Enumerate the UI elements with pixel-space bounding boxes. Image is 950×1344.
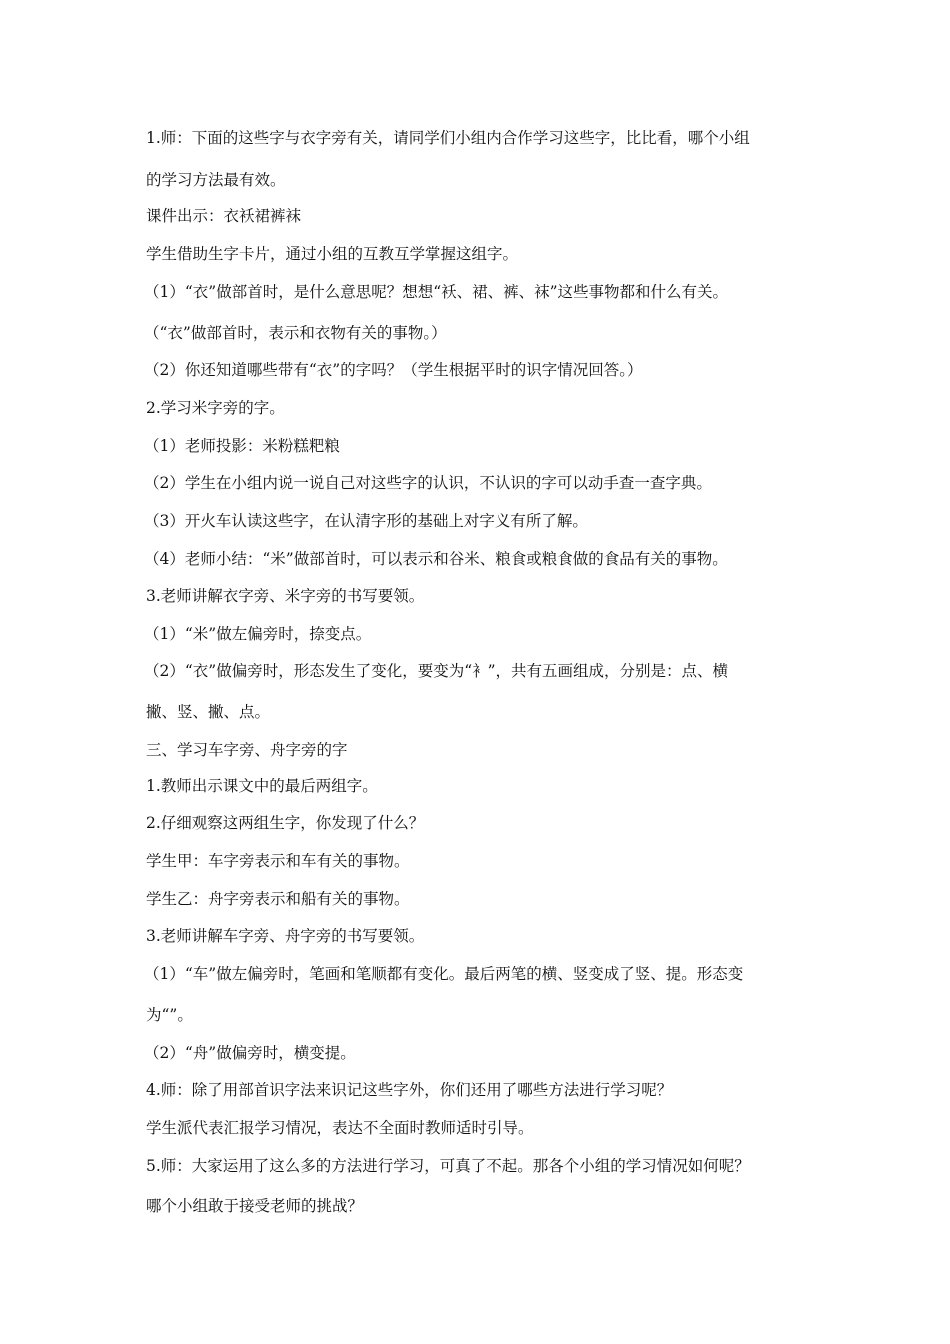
text-line: 3.老师讲解衣字旁、米字旁的书写要领。 [146,587,425,605]
text-line: 4.师：除了用部首识字法来识记这些字外，你们还用了哪些方法进行学习呢？ [146,1081,673,1099]
section-heading: 三、学习车字旁、舟字旁的字 [146,741,348,759]
text-line: 学生甲：车字旁表示和车有关的事物。 [146,852,410,870]
text-line: 为“”。 [146,1006,193,1024]
text-line: （1）“衣”做部首时，是什么意思呢？想想“袄、裙、裤、袜”这些事物都和什么有关。 [144,283,729,301]
text-line: 2.学习米字旁的字。 [146,399,285,417]
text-line: 1.教师出示课文中的最后两组字。 [146,777,378,795]
text-line: 的学习方法最有效。 [146,171,286,189]
text-line: 3.老师讲解车字旁、舟字旁的书写要领。 [146,927,425,945]
text-line: （1）“车”做左偏旁时，笔画和笔顺都有变化。最后两笔的横、竖变成了竖、提。形态变 [144,965,744,983]
text-line: （3）开火车认读这些字，在认清字形的基础上对字义有所了解。 [144,512,588,530]
text-line: （“衣”做部首时，表示和衣物有关的事物。） [144,324,447,342]
text-line: （2）学生在小组内说一说自己对这些字的认识，不认识的字可以动手查一查字典。 [144,474,712,492]
text-line: 1.师：下面的这些字与衣字旁有关，请同学们小组内合作学习这些字，比比看，哪个小组 [146,129,750,147]
text-line: （2）“舟”做偏旁时，横变提。 [144,1044,356,1062]
text-line: 学生派代表汇报学习情况，表达不全面时教师适时引导。 [146,1119,534,1137]
text-line: 撇、竖、撇、点。 [146,703,271,721]
text-line: （1）老师投影：米粉糕粑粮 [144,437,340,455]
text-line: 2.仔细观察这两组生字，你发现了什么？ [146,814,425,832]
text-line: （2）“衣”做偏旁时，形态发生了变化，要变为“衤”，共有五画组成，分别是：点、横 [144,662,729,680]
text-line: 学生乙：舟字旁表示和船有关的事物。 [146,890,410,908]
text-line: 5.师：大家运用了这么多的方法进行学习，可真了不起。那各个小组的学习情况如何呢？ [146,1157,750,1175]
text-line: （4）老师小结：“米”做部首时，可以表示和谷米、粮食或粮食做的食品有关的事物。 [144,550,728,568]
text-line: 学生借助生字卡片，通过小组的互教互学掌握这组字。 [146,245,519,263]
text-line: 课件出示：衣袄裙裤袜 [146,207,302,225]
text-line: （1）“米”做左偏旁时，捺变点。 [144,625,372,643]
text-line: （2）你还知道哪些带有“衣”的字吗？（学生根据平时的识字情况回答。） [144,361,643,379]
text-line: 哪个小组敢于接受老师的挑战？ [146,1197,364,1215]
